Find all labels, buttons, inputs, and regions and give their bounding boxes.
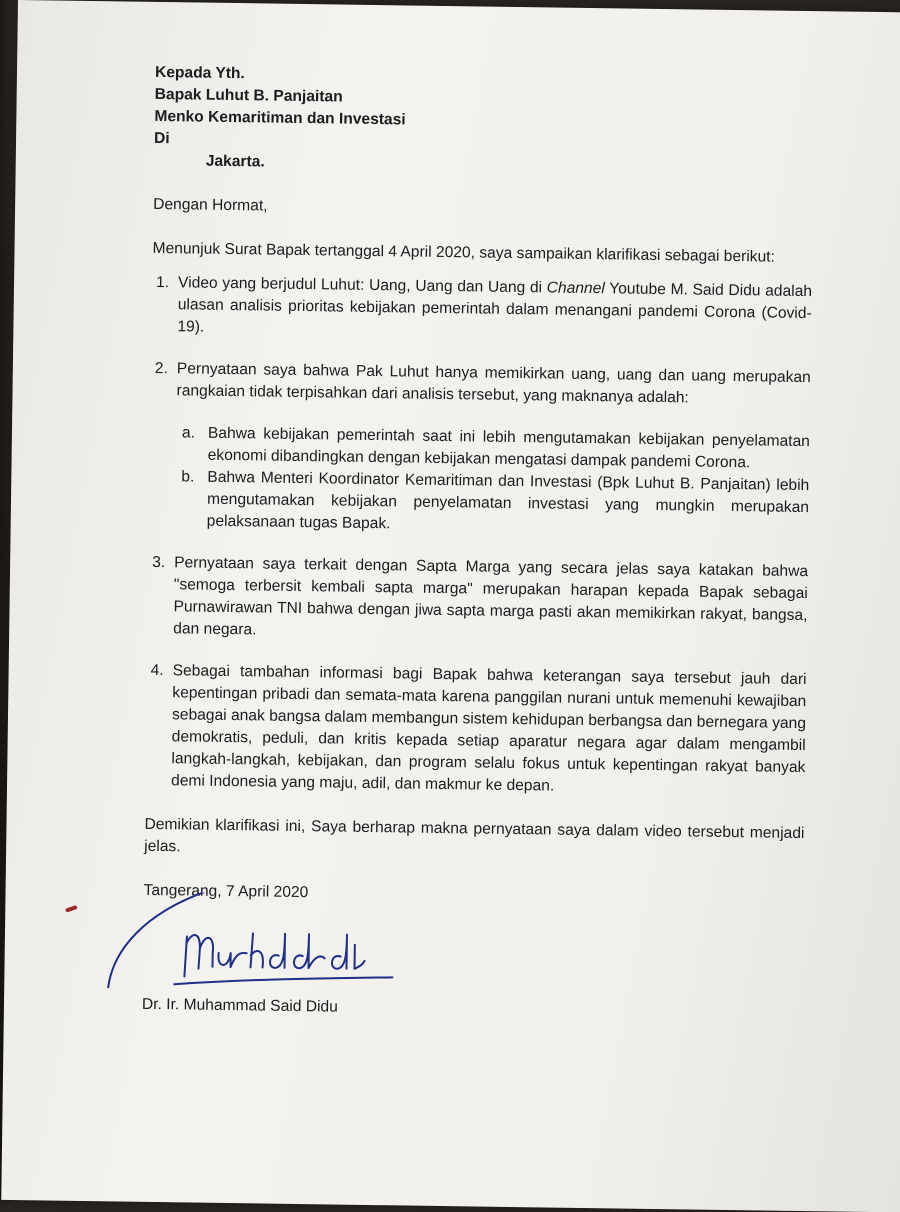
intro-paragraph: Menunjuk Surat Bapak tertanggal 4 April 2020, saya sampaikan klarifikasi sebagai berikut:	[152, 239, 775, 266]
sub-list-letter: b.	[181, 468, 195, 486]
letter-page	[1, 0, 900, 1212]
point-text: Pernyataan saya bahwa Pak Luhut hanya memikirkan uang, uang dan uang merupakan rangkaian tidak terpisahkan dari analisis tersebut, yang maknanya adalah:	[176, 360, 811, 407]
letter-body	[142, 62, 815, 1025]
closing-paragraph: Demikian klarifikasi ini, Saya berharap makna pernyataan saya dalam video tersebut menjadi jelas.	[144, 815, 805, 856]
signer-name: Dr. Ir. Muhammad Said Didu	[141, 995, 338, 1016]
signature-underline	[174, 974, 392, 987]
list-number: 2.	[154, 359, 169, 378]
sub-list	[175, 422, 810, 541]
recipient-name: Bapak Luhut B. Panjaitan	[154, 85, 343, 106]
point-text-italic: Channel	[546, 279, 605, 298]
signature-letter-d2	[294, 934, 325, 969]
sub-list-letter: a.	[181, 424, 196, 442]
point-text: Pernyataan saya terkait dengan Sapta Marga yang secara jelas saya katakan bahwa "semoga terbersit kembali sapta marga" merupakan harapan kepada Bapak sebagai Purnawirawan TNI bahwa dengan jiwa sapta marga pasti akan memikirkan rakyat, bangsa, dan negara.	[173, 554, 809, 639]
signature-letter-m	[184, 935, 213, 977]
signature-letter-d	[270, 934, 285, 968]
point-text-part: Youtube M. Said Didu adalah ulasan analisis prioritas kebijakan pemerintah dalam menangani pandemi Corona (Covid-19).	[177, 280, 813, 336]
clarification-list	[145, 272, 812, 801]
list-number: 4.	[150, 661, 164, 680]
list-number: 1.	[155, 273, 170, 292]
signature-drawing	[102, 891, 423, 995]
recipient-position: Menko Kemaritiman dan Investasi	[154, 107, 406, 129]
recipient-block	[154, 62, 815, 181]
point-text-part: Video yang berjudul Luhut: Uang, Uang dan Uang di	[177, 274, 547, 297]
sub-point-text: Bahwa Menteri Koordinator Kemaritiman dan Investasi (Bpk Luhut B. Panjaitan) lebih mengutamakan kebijakan penyelamatan investasi yang mungkin merupakan pelaksanaan tugas Bapak.	[206, 468, 810, 533]
point-text: Sebagai tambahan informasi bagi Bapak bahwa keterangan saya tersebut jauh dari kepentingan pribadi dan semata-mata karena panggilan nurani untuk memenuhi kewajiban sebagai anak bangsa dalam membangun sistem kehidupan berbangsa dan bernegara yang demokratis, peduli, dan kritis kepada setiap aparatur negara agar dalam mengambil langkah-langkah, kebijakan, dan program selalu fokus untuk kepentingan rakyat banyak demi Indonesia yang maju, adil, dan makmur ke depan.	[170, 662, 807, 795]
sub-point-text: Bahwa kebijakan pemerintah saat ini lebih mengutamakan kebijakan penyelamatan ekonomi dibandingkan dengan kebijakan mengatasi dampak pandemi Corona.	[207, 424, 811, 472]
signature	[142, 902, 803, 1003]
list-item	[151, 272, 812, 347]
list-item	[149, 358, 811, 541]
recipient-salutation: Kepada Yth.	[154, 63, 245, 83]
list-item	[147, 552, 808, 649]
recipient-city: Jakarta.	[205, 152, 265, 171]
ink-mark	[65, 905, 78, 913]
recipient-preposition: Di	[153, 129, 170, 148]
list-number: 3.	[152, 553, 166, 572]
sub-list-item	[175, 466, 810, 541]
list-item	[145, 660, 807, 801]
signature-letter-h	[251, 933, 264, 967]
greeting: Dengan Hormat,	[153, 195, 268, 215]
point-text	[177, 274, 812, 335]
place-date: Tangerang, 7 April 2020	[143, 881, 309, 902]
signature-flourish	[108, 891, 213, 989]
signature-tail	[332, 934, 365, 969]
signature-letter-u	[218, 953, 246, 968]
